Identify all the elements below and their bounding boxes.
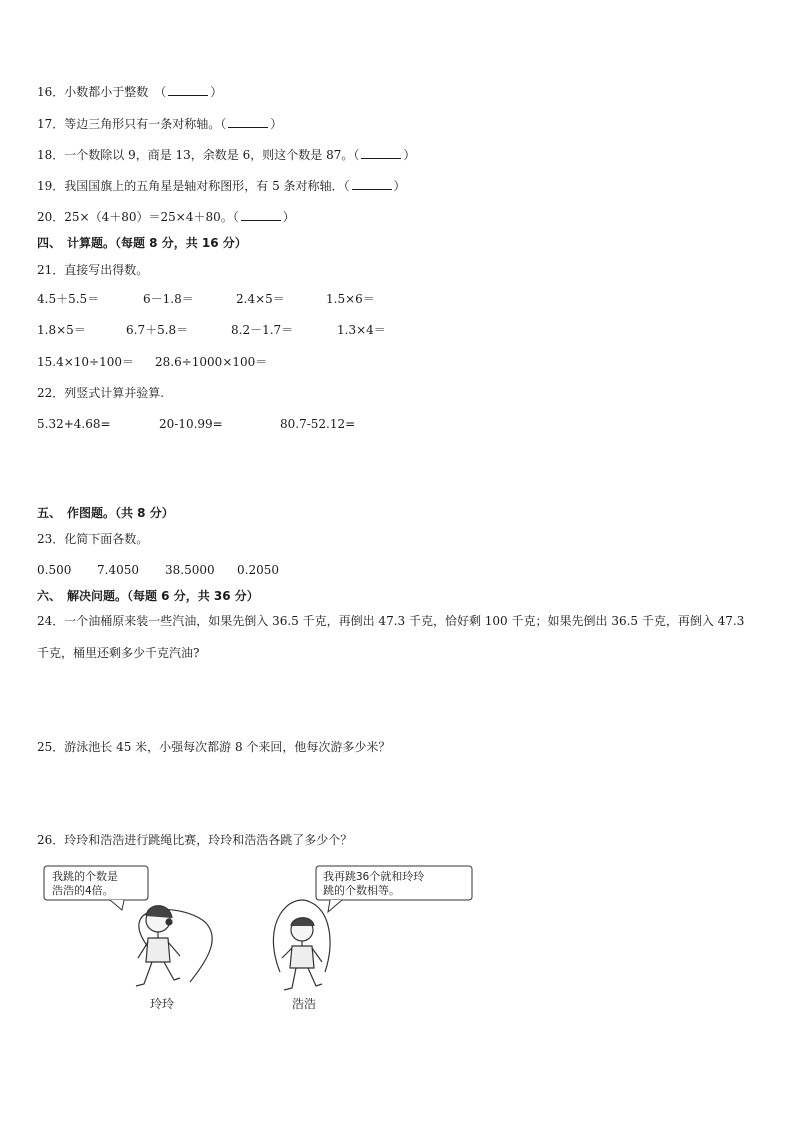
calc-item: 1.8×5＝ xyxy=(37,323,86,337)
answer-blank[interactable] xyxy=(352,179,392,190)
question-20: 20．25×（4＋80）＝25×4＋80。（ ） xyxy=(37,210,295,224)
name-haohao: 浩浩 xyxy=(292,997,317,1011)
calc-item: 5.32+4.68= xyxy=(37,417,111,431)
calc-item: 6.7＋5.8＝ xyxy=(126,323,189,337)
question-23: 23．化简下面各数。 xyxy=(37,532,149,546)
calc-item: 8.2－1.7＝ xyxy=(231,323,294,337)
calc-item: 2.4×5＝ xyxy=(236,292,285,306)
bubble-1-line-2: 浩浩的4倍。 xyxy=(52,884,114,897)
answer-blank[interactable] xyxy=(241,210,281,221)
question-17: 17．等边三角形只有一条对称轴。（ ） xyxy=(37,117,283,131)
girl-figure xyxy=(136,906,212,986)
speech-bubble-haohao xyxy=(316,866,472,912)
calc-item: 1.3×4＝ xyxy=(337,323,386,337)
number-item: 0.500 xyxy=(37,563,72,577)
question-26: 26．玲玲和浩浩进行跳绳比赛，玲玲和浩浩各跳了多少个？ xyxy=(37,833,353,847)
bubble-1-line-1: 我跳的个数是 xyxy=(52,870,118,883)
answer-blank[interactable] xyxy=(361,148,401,159)
speech-bubble-lingling xyxy=(44,866,148,910)
calc-item: 6－1.8＝ xyxy=(143,292,194,306)
answer-blank[interactable] xyxy=(228,117,268,128)
question-16: 16．小数都小于整数 （ ） xyxy=(37,85,223,99)
section-4-title: 四、 计算题。（每题 8 分，共 16 分） xyxy=(37,236,247,250)
calc-item: 80.7-52.12= xyxy=(280,417,356,431)
question-22: 22．列竖式计算并验算. xyxy=(37,386,165,400)
question-18: 18．一个数除以 9，商是 13，余数是 6，则这个数是 87。（ ） xyxy=(37,148,416,162)
section-6-title: 六、 解决问题。（每题 6 分，共 36 分） xyxy=(37,589,259,603)
boy-figure xyxy=(273,900,330,990)
calc-item: 28.6÷1000×100＝ xyxy=(155,355,268,369)
number-item: 7.4050 xyxy=(97,563,139,577)
question-24: 24．一个油桶原来装一些汽油，如果先倒入 36.5 千克，再倒出 47.3 千克，恰好剩 100 千克；如果先倒出 36.5 千克，再倒入 47.3 千克，桶里还剩多少千克汽油? xyxy=(37,614,745,660)
question-21: 21．直接写出得数。 xyxy=(37,263,149,277)
jump-rope-illustration xyxy=(40,862,480,1022)
bubble-2-line-2: 跳的个数相等。 xyxy=(323,884,400,897)
answer-blank[interactable] xyxy=(168,85,208,96)
number-item: 0.2050 xyxy=(237,563,279,577)
number-item: 38.5000 xyxy=(165,563,215,577)
section-5-title: 五、 作图题。（共 8 分） xyxy=(37,506,174,520)
calc-item: 4.5＋5.5＝ xyxy=(37,292,100,306)
question-19: 19．我国国旗上的五角星是轴对称图形，有 5 条对称轴．（ ） xyxy=(37,179,406,193)
question-25: 25．游泳池长 45 米，小强每次都游 8 个来回，他每次游多少米？ xyxy=(37,740,391,754)
name-lingling: 玲玲 xyxy=(150,997,175,1011)
calc-item: 20-10.99= xyxy=(159,417,223,431)
calc-item: 15.4×10÷100＝ xyxy=(37,355,135,369)
bubble-2-line-1: 我再跳36个就和玲玲 xyxy=(323,870,425,883)
calc-item: 1.5×6＝ xyxy=(326,292,375,306)
